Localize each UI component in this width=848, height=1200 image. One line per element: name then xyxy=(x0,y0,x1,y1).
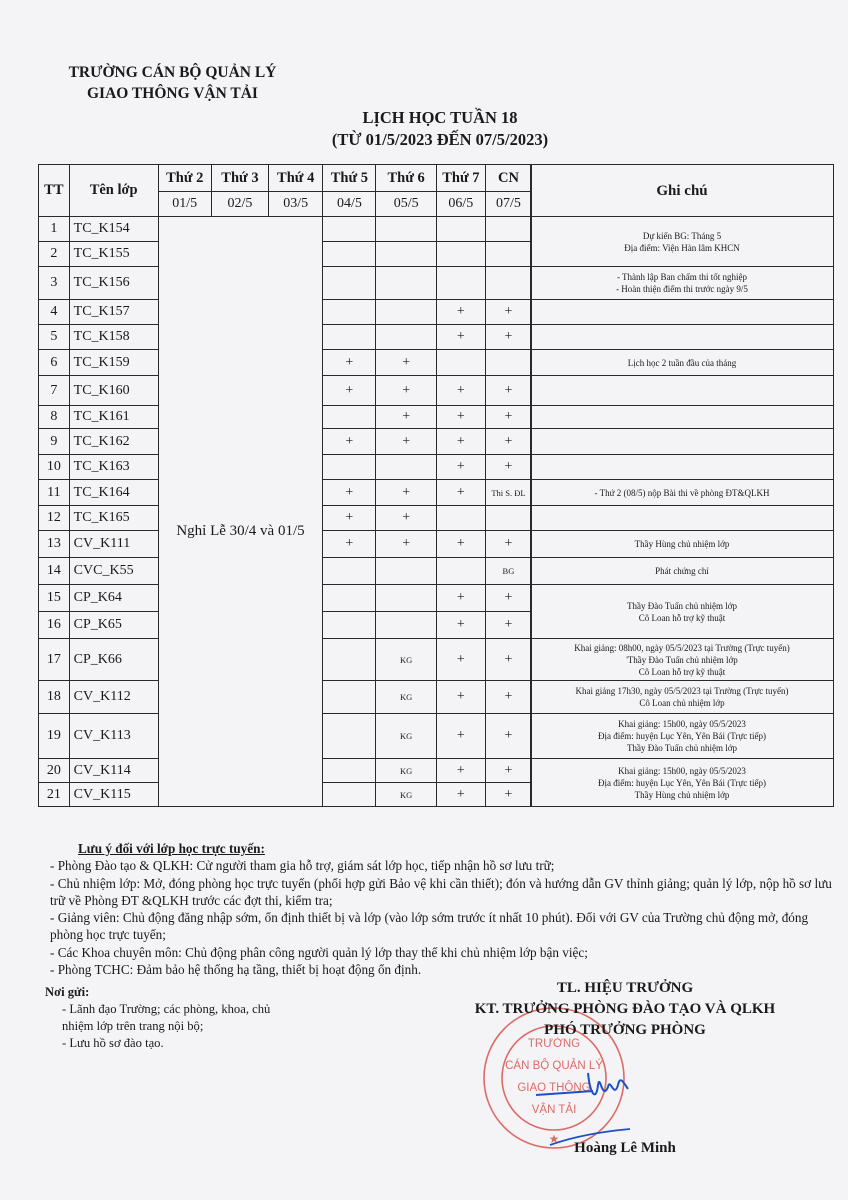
class-name: CP_K66 xyxy=(69,639,158,681)
note-cell xyxy=(531,300,834,325)
schedule-cell xyxy=(323,639,376,681)
table-row xyxy=(39,217,532,242)
schedule-cell: + xyxy=(436,612,485,639)
row-number: 1 xyxy=(39,217,70,242)
signature-line-3: PHÓ TRƯỞNG PHÒNG xyxy=(544,1022,706,1038)
schedule-cell: + xyxy=(323,531,376,558)
note-line: Cô Loan hỗ trợ kỹ thuật xyxy=(638,666,726,677)
header-day: Thứ 4 xyxy=(269,165,323,192)
schedule-cell: + xyxy=(485,681,531,714)
class-name: TC_K163 xyxy=(69,455,158,480)
schedule-cell xyxy=(485,350,531,376)
note-line: - Thành lập Ban chấm thi tốt nghiệp xyxy=(616,272,748,282)
class-name: TC_K157 xyxy=(69,300,158,325)
online-note-item: - Chủ nhiệm lớp: Mở, đóng phòng học trực tuyến (phối hợp gửi Bảo vệ khi cần thiết); đón và hướng dẫn GV thỉnh giảng; quản lý lớp, nộp hồ sơ lưu trữ về Phòng ĐT &QLKH trước các đợt thi, kiểm tra; xyxy=(50,875,832,908)
schedule-cell xyxy=(323,406,376,429)
schedule-cell: + xyxy=(376,531,436,558)
class-name: TC_K160 xyxy=(69,376,158,406)
schedule-cell: + xyxy=(323,376,376,406)
title-line-1: LỊCH HỌC TUẦN 18 xyxy=(362,108,518,127)
note-line: Dự kiến BG: Tháng 5 xyxy=(642,230,722,241)
header-class-name: Tên lớp xyxy=(69,165,158,217)
row-number: 11 xyxy=(39,480,70,506)
class-name: TC_K155 xyxy=(69,242,158,267)
note-line: Thầy Đào Tuấn chủ nhiệm lớp xyxy=(627,600,737,611)
row-number: 13 xyxy=(39,531,70,558)
row-number: 20 xyxy=(39,759,70,783)
note-line: Địa điểm: huyện Lục Yên, Yên Bái (Trực tiếp) xyxy=(597,731,767,741)
schedule-cell xyxy=(436,242,485,267)
header-date: 03/5 xyxy=(269,192,323,217)
schedule-cell: + xyxy=(376,480,436,506)
schedule-cell: + xyxy=(485,612,531,639)
schedule-cell: + xyxy=(485,325,531,350)
row-number: 9 xyxy=(39,429,70,455)
header-date: 06/5 xyxy=(436,192,485,217)
organization-name xyxy=(45,62,300,104)
class-name: CV_K112 xyxy=(69,681,158,714)
document-title xyxy=(300,107,580,151)
header-date: 07/5 xyxy=(485,192,531,217)
header-tt: TT xyxy=(39,165,70,217)
star-icon: ★ xyxy=(548,1132,560,1146)
schedule-cell xyxy=(376,612,436,639)
schedule-cell: + xyxy=(323,480,376,506)
online-notes-heading: Lưu ý đối với lớp học trực tuyến: xyxy=(78,841,265,856)
note-line: Khai giảng: 15h00, ngày 05/5/2023 xyxy=(618,719,746,729)
header-day: Thứ 2 xyxy=(158,165,211,192)
schedule-cell xyxy=(323,585,376,612)
schedule-cell: KG xyxy=(376,783,436,807)
class-name: CP_K65 xyxy=(69,612,158,639)
schedule-cell: + xyxy=(436,531,485,558)
schedule-cell: + xyxy=(436,585,485,612)
note-cell xyxy=(531,714,834,759)
header-day: CN xyxy=(485,165,531,192)
note-cell: Thầy Hùng chủ nhiệm lớp xyxy=(531,531,834,558)
schedule-cell xyxy=(436,217,485,242)
row-number: 7 xyxy=(39,376,70,406)
schedule-cell: + xyxy=(485,455,531,480)
notes-table xyxy=(530,164,834,807)
row-number: 2 xyxy=(39,242,70,267)
row-number: 4 xyxy=(39,300,70,325)
stamp-line: VẬN TẢI xyxy=(531,1104,577,1116)
schedule-cell: + xyxy=(376,406,436,429)
note-line: Cô Loan chủ nhiệm lớp xyxy=(639,698,725,708)
schedule-cell: KG xyxy=(376,639,436,681)
class-name: CV_K113 xyxy=(69,714,158,759)
row-number: 17 xyxy=(39,639,70,681)
header-notes: Ghi chú xyxy=(531,165,834,217)
schedule-cell: KG xyxy=(376,714,436,759)
schedule-cell: + xyxy=(323,429,376,455)
recipients-heading: Nơi gửi: xyxy=(45,985,90,999)
schedule-cell xyxy=(323,783,376,807)
note-cell xyxy=(531,267,834,300)
note-cell xyxy=(531,506,834,531)
class-name: TC_K159 xyxy=(69,350,158,376)
row-number: 14 xyxy=(39,558,70,585)
header-date: 02/5 xyxy=(211,192,268,217)
schedule-cell: + xyxy=(436,681,485,714)
class-name: TC_K158 xyxy=(69,325,158,350)
schedule-cell: + xyxy=(376,350,436,376)
row-number: 16 xyxy=(39,612,70,639)
note-line: Địa điểm: huyện Lục Yên, Yên Bái (Trực tiếp) xyxy=(597,777,767,788)
schedule-cell: + xyxy=(485,531,531,558)
note-cell: Phát chứng chỉ xyxy=(531,558,834,585)
holiday-cell: Nghỉ Lễ 30/4 và 01/5 xyxy=(158,217,323,807)
org-line-1: TRƯỜNG CÁN BỘ QUẢN LÝ xyxy=(68,64,277,81)
schedule-cell xyxy=(323,300,376,325)
row-number: 5 xyxy=(39,325,70,350)
note-line: Khai giảng: 08h00, ngày 05/5/2023 tại Trường (Trực tuyến) xyxy=(574,642,790,653)
class-name: CV_K111 xyxy=(69,531,158,558)
note-cell xyxy=(531,429,834,455)
signature-line-1: TL. HIỆU TRƯỞNG xyxy=(556,980,694,996)
schedule-cell xyxy=(436,267,485,300)
schedule-cell: + xyxy=(436,429,485,455)
schedule-cell: + xyxy=(436,325,485,350)
online-class-notes xyxy=(50,840,840,978)
schedule-cell xyxy=(436,558,485,585)
schedule-cell: + xyxy=(436,714,485,759)
recipient-item: - Lưu hồ sơ đào tạo. xyxy=(62,1036,164,1050)
online-note-item: - Phòng Đào tạo & QLKH: Cử người tham gia hỗ trợ, giám sát lớp học, tiếp nhận hồ sơ lưu trữ; xyxy=(50,858,555,874)
class-name: TC_K164 xyxy=(69,480,158,506)
row-number: 8 xyxy=(39,406,70,429)
note-cell xyxy=(531,325,834,350)
schedule-cell: Thi S. ĐL xyxy=(485,480,531,506)
schedule-cell: + xyxy=(436,639,485,681)
header-day: Thứ 6 xyxy=(376,165,436,192)
note-line: 'Thầy Đào Tuấn chủ nhiệm lớp xyxy=(626,654,738,665)
schedule-cell: + xyxy=(436,406,485,429)
schedule-cell xyxy=(323,759,376,783)
schedule-cell xyxy=(376,455,436,480)
note-line: - Hoàn thiện điểm thi trước ngày 9/5 xyxy=(616,284,748,294)
schedule-cell xyxy=(323,242,376,267)
row-number: 15 xyxy=(39,585,70,612)
schedule-cell xyxy=(376,325,436,350)
stamp-line: TRƯỜNG xyxy=(527,1038,581,1050)
note-cell xyxy=(531,406,834,429)
schedule-cell: + xyxy=(436,376,485,406)
header-day: Thứ 7 xyxy=(436,165,485,192)
schedule-cell xyxy=(436,506,485,531)
row-number: 18 xyxy=(39,681,70,714)
schedule-cell: + xyxy=(436,759,485,783)
schedule-cell: + xyxy=(485,406,531,429)
note-line: Thầy Hùng chủ nhiệm lớp xyxy=(634,789,730,800)
schedule-cell: + xyxy=(376,376,436,406)
class-name: CVC_K55 xyxy=(69,558,158,585)
class-name: TC_K162 xyxy=(69,429,158,455)
schedule-cell: + xyxy=(376,429,436,455)
class-name: CV_K114 xyxy=(69,759,158,783)
schedule-cell xyxy=(485,506,531,531)
class-name: CP_K64 xyxy=(69,585,158,612)
row-number: 10 xyxy=(39,455,70,480)
class-name: TC_K165 xyxy=(69,506,158,531)
title-line-2: (TỪ 01/5/2023 ĐẾN 07/5/2023) xyxy=(331,130,549,149)
online-note-item: - Các Khoa chuyên môn: Chủ động phân công người quản lý lớp thay thế khi chủ nhiệm lớp bận việc; xyxy=(50,944,588,960)
schedule-cell xyxy=(323,217,376,242)
schedule-table xyxy=(38,164,532,807)
online-note-item: - Giảng viên: Chủ động đăng nhập sớm, ổn định thiết bị và lớp (vào lớp sớm trước ít nhất 10 phút). Đối với GV của Trường chủ động mở, đóng phòng học trực tuyến; xyxy=(50,910,809,943)
note-cell: Lịch học 2 tuần đầu của tháng xyxy=(531,350,834,376)
note-line: Địa điểm: Viện Hàn lâm KHCN xyxy=(624,242,740,253)
schedule-cell xyxy=(376,585,436,612)
note-cell xyxy=(531,681,834,714)
note-cell xyxy=(531,639,834,681)
note-cell: - Thứ 2 (08/5) nộp Bài thi về phòng ĐT&QLKH xyxy=(531,480,834,506)
schedule-cell: + xyxy=(323,506,376,531)
schedule-cell: + xyxy=(436,783,485,807)
schedule-cell: + xyxy=(376,506,436,531)
schedule-cell: + xyxy=(485,376,531,406)
schedule-cell: KG xyxy=(376,759,436,783)
note-cell xyxy=(531,217,834,267)
note-cell xyxy=(531,759,834,807)
class-name: TC_K156 xyxy=(69,267,158,300)
schedule-cell: + xyxy=(485,759,531,783)
schedule-cell xyxy=(323,267,376,300)
schedule-cell xyxy=(376,217,436,242)
header-date: 04/5 xyxy=(323,192,376,217)
row-number: 19 xyxy=(39,714,70,759)
row-number: 21 xyxy=(39,783,70,807)
header-day: Thứ 3 xyxy=(211,165,268,192)
schedule-cell: + xyxy=(436,300,485,325)
online-note-item: - Phòng TCHC: Đảm bảo hệ thống hạ tầng, thiết bị hoạt động ổn định. xyxy=(50,962,422,978)
class-name: TC_K161 xyxy=(69,406,158,429)
note-line: Cô Loan hỗ trợ kỹ thuật xyxy=(638,612,726,623)
schedule-cell xyxy=(323,714,376,759)
schedule-cell xyxy=(436,350,485,376)
schedule-cell: BG xyxy=(485,558,531,585)
note-line: Khai giảng: 15h00, ngày 05/5/2023 xyxy=(618,765,746,776)
note-cell xyxy=(531,455,834,480)
schedule-cell: + xyxy=(485,639,531,681)
schedule-cell: + xyxy=(485,585,531,612)
recipient-item: - Lãnh đạo Trường; các phòng, khoa, chủ nhiệm lớp trên trang nội bộ; xyxy=(62,1002,271,1033)
schedule-cell: + xyxy=(485,714,531,759)
stamp-line: GIAO THÔNG xyxy=(517,1082,591,1094)
schedule-cell xyxy=(376,267,436,300)
schedule-cell xyxy=(323,681,376,714)
recipients xyxy=(45,984,285,1052)
class-name: CV_K115 xyxy=(69,783,158,807)
note-line: Khai giảng 17h30, ngày 05/5/2023 tại Trường (Trực tuyến) xyxy=(575,686,789,696)
row-number: 6 xyxy=(39,350,70,376)
schedule-cell xyxy=(376,300,436,325)
schedule-cell xyxy=(485,267,531,300)
header-date: 01/5 xyxy=(158,192,211,217)
schedule-cell xyxy=(323,455,376,480)
schedule-cell: + xyxy=(485,429,531,455)
schedule-cell: + xyxy=(323,350,376,376)
schedule-cell: + xyxy=(436,455,485,480)
header-day: Thứ 5 xyxy=(323,165,376,192)
schedule-cell xyxy=(376,242,436,267)
note-line: Thầy Đào Tuấn chủ nhiệm lớp xyxy=(627,743,737,753)
schedule-cell: KG xyxy=(376,681,436,714)
schedule-cell xyxy=(323,558,376,585)
class-name: TC_K154 xyxy=(69,217,158,242)
note-cell xyxy=(531,376,834,406)
schedule-cell: + xyxy=(436,480,485,506)
note-cell xyxy=(531,585,834,639)
stamp-line: CÁN BỘ QUẢN LÝ xyxy=(505,1060,603,1072)
schedule-cell xyxy=(323,325,376,350)
org-line-2: GIAO THÔNG VẬN TẢI xyxy=(87,85,258,102)
header-date: 05/5 xyxy=(376,192,436,217)
signer-name: Hoàng Lê Minh xyxy=(574,1140,676,1156)
row-number: 3 xyxy=(39,267,70,300)
schedule-cell xyxy=(323,612,376,639)
schedule-cell: + xyxy=(485,783,531,807)
signature-line-2: KT. TRƯỞNG PHÒNG ĐÀO TẠO VÀ QLKH xyxy=(474,1001,776,1017)
row-number: 12 xyxy=(39,506,70,531)
schedule-cell xyxy=(376,558,436,585)
schedule-cell xyxy=(485,217,531,242)
schedule-cell: + xyxy=(485,300,531,325)
schedule-cell xyxy=(485,242,531,267)
